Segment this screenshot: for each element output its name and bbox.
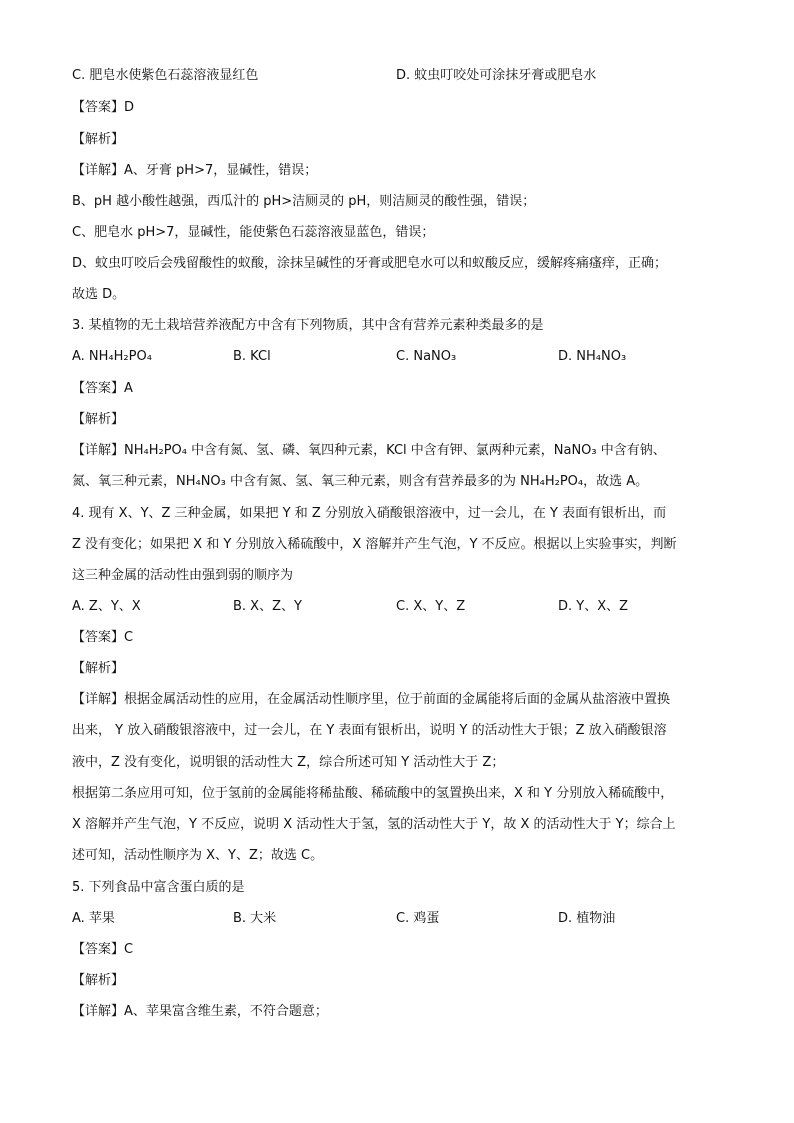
- q4-stem-line: 4. 现有 X、Y、Z 三种金属，如果把 Y 和 Z 分别放入硝酸银溶液中，过一会儿，在 Y 表面有银析出，而: [72, 506, 667, 521]
- answer-label: 【答案】: [72, 100, 125, 115]
- q4-stem-line: 这三种金属的活动性由强到弱的顺序为: [72, 568, 294, 583]
- answer-label: 【答案】: [72, 630, 125, 645]
- q3-analysis-label: 【解析】: [72, 412, 125, 427]
- detail-label: 【详解】: [72, 163, 125, 178]
- q4-stem-line: Z 没有变化；如果把 X 和 Y 分别放入稀硫酸中，X 溶解并产生气泡，Y 不反应。根据以上实验事实，判断: [72, 537, 677, 552]
- q3-option-d: D. NH₄NO₃: [558, 349, 627, 364]
- q5-option-c: C. 鸡蛋: [396, 911, 440, 926]
- answer-value: D: [124, 100, 135, 115]
- q3-detail-line: [72, 443, 666, 459]
- detail-label: 【详解】: [72, 692, 125, 707]
- q2-option-c: C. 肥皂水使紫色石蕊溶液显红色: [72, 68, 259, 83]
- q4-detail-line: 根据第二条应用可知，位于氢前的金属能将稀盐酸、稀硫酸中的氢置换出来，X 和 Y 分别放入稀硫酸中，: [72, 786, 674, 801]
- q4-detail-line: 出来， Y 放入硝酸银溶液中，过一会儿，在 Y 表面有银析出，说明 Y 的活动性大于银；Z 放入硝酸银溶: [72, 723, 667, 738]
- q4-detail-line: 述可知，活动性顺序为 X、Y、Z；故选 C。: [72, 848, 324, 863]
- q2-detail-line: [72, 163, 317, 179]
- q4-answer: [72, 630, 133, 646]
- q5-option-a: A. 苹果: [72, 911, 115, 926]
- answer-value: C: [124, 630, 134, 645]
- detail-text: NH₄H₂PO₄ 中含有氮、氢、磷、氧四种元素，KCl 中含有钾、氯两种元素，NaNO₃ 中含有钠、: [124, 443, 666, 458]
- q3-option-c: C. NaNO₃: [396, 349, 457, 364]
- q2-option-d: D. 蚊虫叮咬处可涂抹牙膏或肥皂水: [396, 68, 597, 83]
- q4-option-b: B. X、Z、Y: [233, 599, 302, 614]
- q2-detail-line: 故选 D。: [72, 287, 126, 302]
- q4-options-row: [72, 599, 722, 615]
- q4-analysis-label: 【解析】: [72, 661, 125, 676]
- detail-text: A、苹果富含维生素，不符合题意；: [124, 1004, 328, 1019]
- detail-text: 根据金属活动性的应用，在金属活动性顺序里，位于前面的金属能将后面的金属从盐溶液中置换: [124, 692, 671, 707]
- q2-detail-line: C、肥皂水 pH>7，显碱性，能使紫色石蕊溶液显蓝色，错误；: [72, 225, 435, 240]
- q5-detail-line: [72, 1004, 328, 1020]
- q2-answer: [72, 100, 134, 116]
- q4-detail-line: X 溶解并产生气泡，Y 不反应，说明 X 活动性大于氢，氢的活动性大于 Y，故 X 的活动性大于 Y；综合上: [72, 817, 676, 832]
- answer-value: C: [124, 942, 134, 957]
- q2-analysis-label: 【解析】: [72, 132, 125, 147]
- q4-option-a: A. Z、Y、X: [72, 599, 141, 614]
- q3-option-a: A. NH₄H₂PO₄: [72, 349, 152, 364]
- q3-stem: 3. 某植物的无土栽培营养液配方中含有下列物质，其中含有营养元素种类最多的是: [72, 318, 544, 333]
- detail-label: 【详解】: [72, 1004, 125, 1019]
- detail-text: A、牙膏 pH>7，显碱性，错误；: [124, 163, 318, 178]
- q2-detail-line: B、pH 越小酸性越强，西瓜汁的 pH>洁厕灵的 pH，则洁厕灵的酸性强，错误；: [72, 194, 536, 209]
- q5-option-d: D. 植物油: [558, 911, 616, 926]
- q4-option-d: D. Y、X、Z: [558, 599, 629, 614]
- answer-label: 【答案】: [72, 942, 125, 957]
- q4-option-c: C. X、Y、Z: [396, 599, 466, 614]
- q5-analysis-label: 【解析】: [72, 973, 125, 988]
- answer-label: 【答案】: [72, 381, 125, 396]
- q2-options-row: [72, 68, 722, 84]
- q3-detail-line: 氮、氧三种元素，NH₄NO₃ 中含有氮、氢、氧三种元素，则含有营养最多的为 NH₄H₂PO₄，故选 A。: [72, 474, 649, 489]
- q4-detail-line: 液中，Z 没有变化，说明银的活动性大 Z，综合所述可知 Y 活动性大于 Z；: [72, 755, 505, 770]
- q3-answer: [72, 381, 133, 397]
- q5-answer: [72, 942, 133, 958]
- q2-detail-line: D、蚊虫叮咬后会残留酸性的蚁酸，涂抹呈碱性的牙膏或肥皂水可以和蚁酸反应，缓解疼痛瘙痒，正确；: [72, 256, 668, 271]
- detail-label: 【详解】: [72, 443, 125, 458]
- q3-option-b: B. KCl: [233, 349, 271, 364]
- q4-detail-line: [72, 692, 670, 708]
- q5-option-b: B. 大米: [233, 911, 277, 926]
- answer-value: A: [124, 381, 133, 396]
- q5-options-row: [72, 911, 722, 927]
- q5-stem: 5. 下列食品中富含蛋白质的是: [72, 880, 245, 895]
- q3-options-row: [72, 349, 722, 365]
